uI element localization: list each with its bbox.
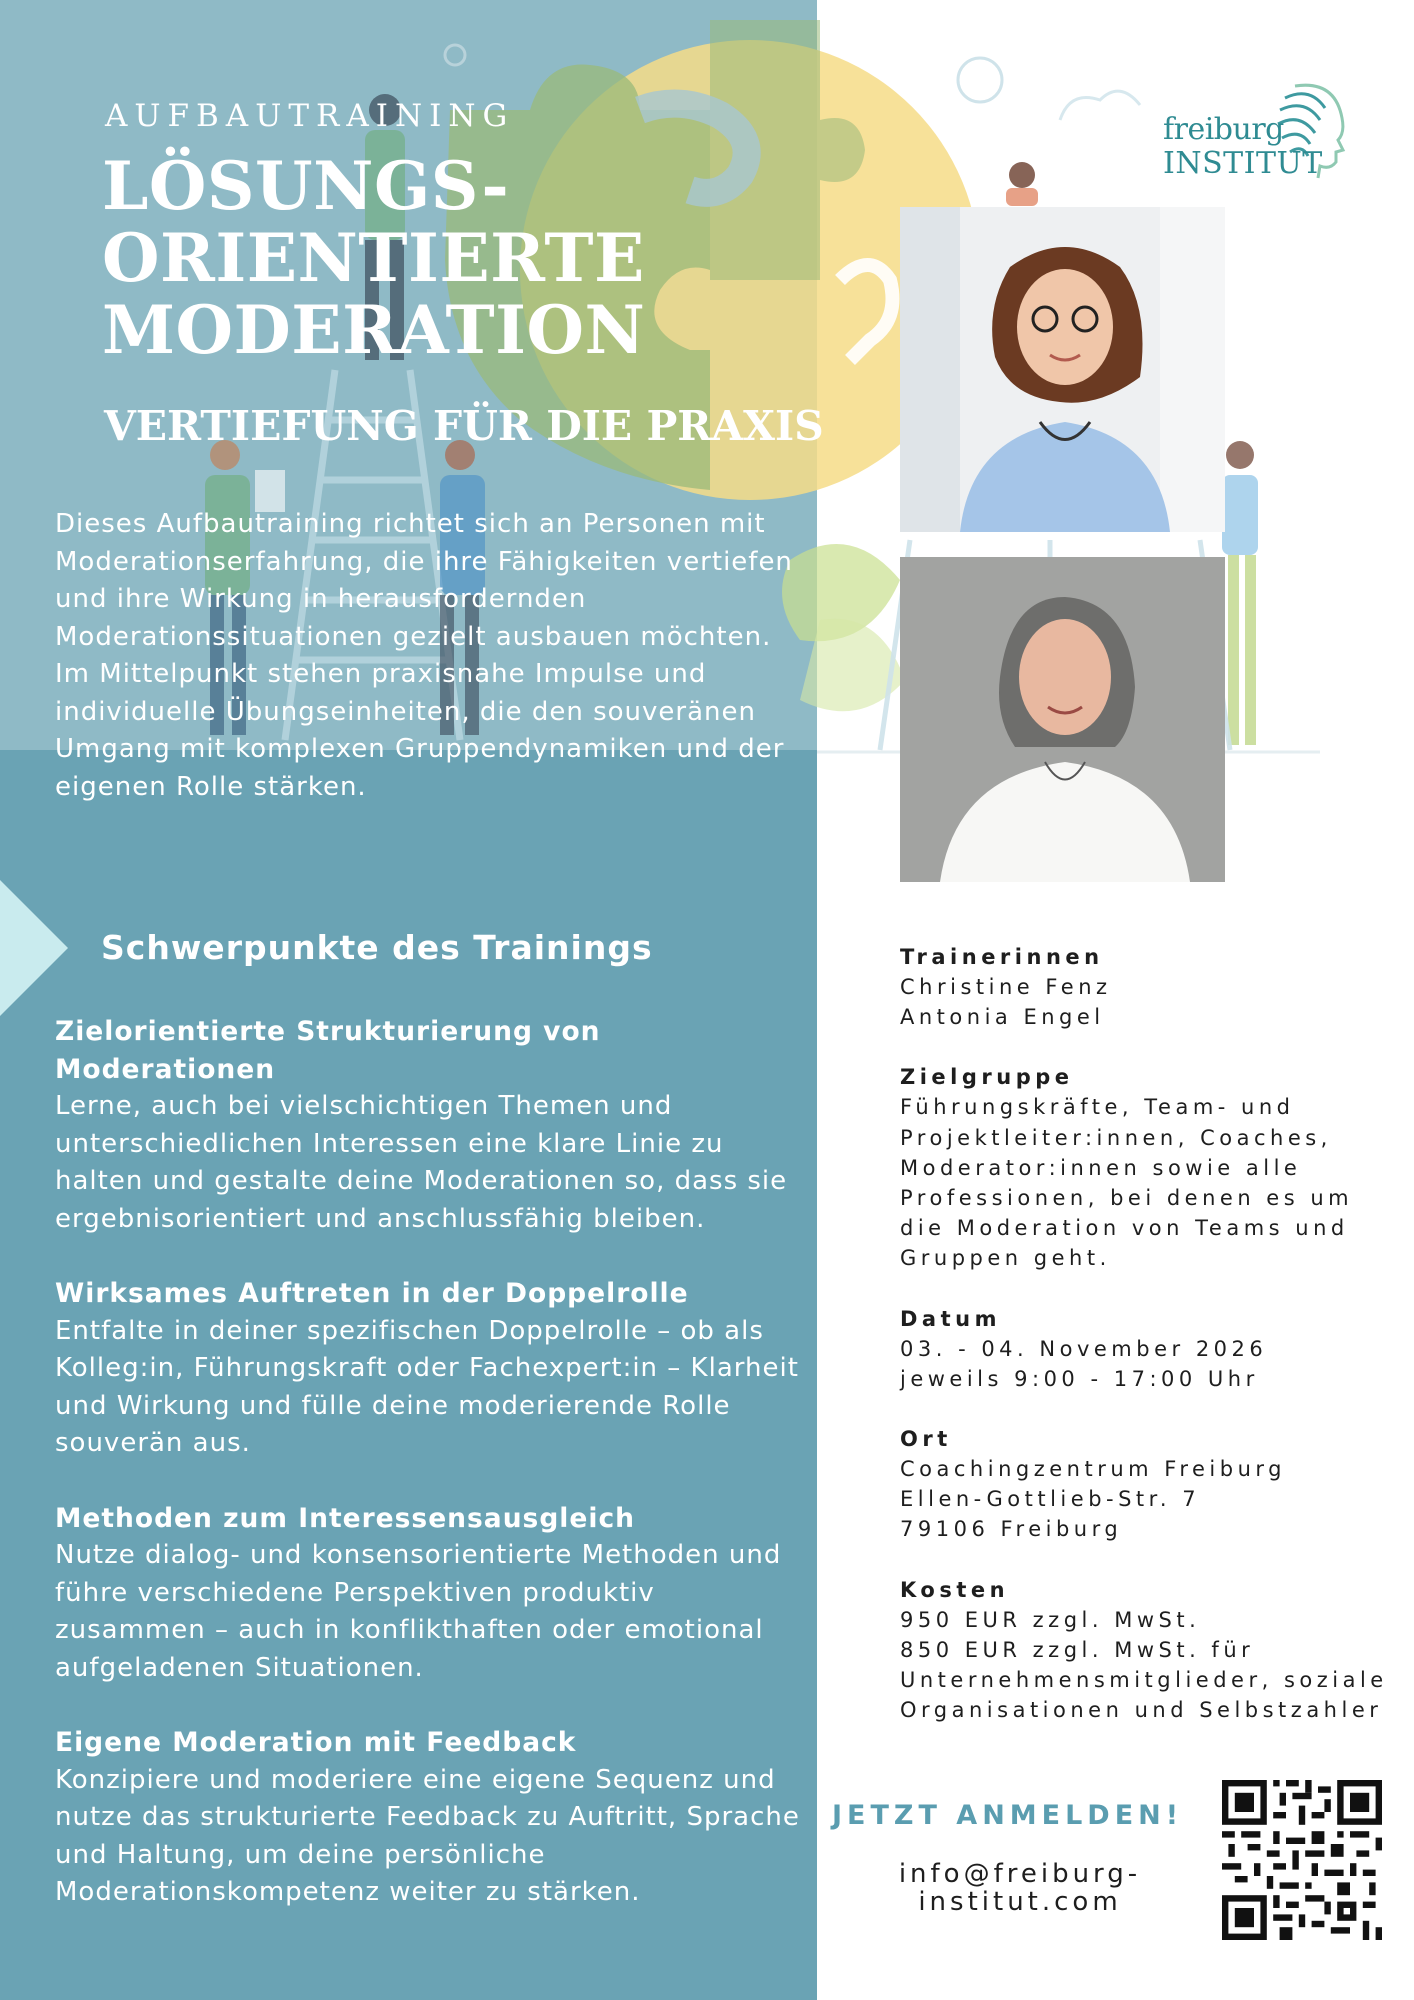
trainer-photo-image bbox=[900, 207, 1225, 532]
detail-date bbox=[900, 1304, 1400, 1394]
contact-email-link[interactable]: info@freiburg-institut.com bbox=[898, 1859, 1142, 1917]
trainer-photo bbox=[900, 557, 1225, 882]
intro-paragraph: Im Mittelpunkt stehen praxisnahe Impulse und individuelle Übungseinheiten, die den souveränen Umgang mit komplexen Gruppendynamiken und der eigenen Rolle stärken. bbox=[55, 659, 785, 802]
register-cta[interactable]: JETZT ANMELDEN! bbox=[832, 1800, 1184, 1831]
detail-value: Coachingzentrum Freiburg bbox=[900, 1457, 1286, 1482]
focus-list bbox=[55, 1013, 800, 1949]
detail-label: Kosten bbox=[900, 1577, 1010, 1602]
detail-label: Trainerinnen bbox=[900, 945, 1104, 969]
focus-item-text: Nutze dialog- und konsensorientierte Methoden und führe verschiedene Perspektiven produktiv zusammen – auch in konflikthaften oder emotional aufgeladenen Situationen. bbox=[55, 1540, 782, 1683]
logo bbox=[1160, 78, 1350, 188]
detail-value: Ellen-Gottlieb-Str. 7 bbox=[900, 1487, 1201, 1512]
detail-cost bbox=[900, 1575, 1400, 1726]
focus-item-heading: Zielorientierte Strukturierung von Moderationen bbox=[55, 1016, 601, 1085]
detail-label: Zielgruppe bbox=[900, 1065, 1074, 1090]
focus-item bbox=[55, 1275, 800, 1463]
page-title bbox=[102, 147, 782, 369]
bubble-shape bbox=[445, 45, 465, 65]
detail-value: 03. - 04. November 2026 bbox=[900, 1336, 1268, 1361]
detail-value: 79106 Freiburg bbox=[900, 1517, 1123, 1542]
logo-text-bottom: INSTITUT bbox=[1163, 146, 1323, 181]
section-title: Schwerpunkte des Trainings bbox=[101, 928, 653, 967]
detail-value: Antonia Engel bbox=[900, 1005, 1105, 1030]
detail-label: Datum bbox=[900, 1306, 1001, 1331]
focus-item-heading: Wirksames Auftreten in der Doppelrolle bbox=[55, 1278, 689, 1309]
focus-item bbox=[55, 1500, 800, 1688]
focus-item-text: Konzipiere und moderiere eine eigene Sequenz und nutze das strukturierte Feedback zu Auftritt, Sprache und Haltung, um deine persönliche Moderationskompetenz weiter zu stärken. bbox=[55, 1764, 800, 1907]
cloud-shape bbox=[1060, 91, 1140, 120]
eyebrow-label: AUFBAUTRAINING bbox=[105, 98, 515, 134]
title-line: LÖSUNGS- bbox=[102, 147, 510, 225]
focus-item-text: Lerne, auch bei vielschichtigen Themen und unterschiedlichen Interessen eine klare Linie zu halten und gestalte deine Moderationen so, dass sie ergebnisorientiert und anschlussfähig bleiben. bbox=[55, 1091, 788, 1234]
title-line: ORIENTIERTE bbox=[102, 219, 645, 297]
person-right-figure bbox=[1222, 441, 1258, 745]
detail-value: jeweils 9:00 - 17:00 Uhr bbox=[900, 1366, 1259, 1391]
detail-value: 950 EUR zzgl. MwSt. bbox=[900, 1607, 1201, 1632]
detail-audience bbox=[900, 1062, 1400, 1273]
person-top-figure bbox=[1006, 162, 1038, 206]
page-subtitle: VERTIEFUNG FÜR DIE PRAXIS bbox=[104, 402, 824, 450]
focus-item bbox=[55, 1724, 800, 1912]
focus-item-text: Entfalte in deiner spezifischen Doppelrolle – ob als Kolleg:in, Führungskraft oder Fachexpert:in – Klarheit und Wirkung und fülle deine moderierende Rolle souverän aus. bbox=[55, 1315, 799, 1458]
details-panel bbox=[900, 942, 1400, 1755]
detail-value: Christine Fenz bbox=[900, 975, 1112, 999]
detail-trainers bbox=[900, 942, 1400, 1032]
arrow-marker-icon bbox=[0, 880, 68, 1016]
detail-value: 850 EUR zzgl. MwSt. für Unternehmensmitglieder, soziale Organisationen und Selbstzahler bbox=[900, 1637, 1388, 1723]
detail-location bbox=[900, 1424, 1400, 1545]
intro-paragraph: Dieses Aufbautraining richtet sich an Personen mit Moderationserfahrung, die ihre Fähigkeiten vertiefen und ihre Wirkung in herausfordernden Moderationssituationen gezielt ausbauen möchten. bbox=[55, 509, 793, 652]
focus-item bbox=[55, 1013, 800, 1238]
detail-label: Ort bbox=[900, 1427, 952, 1452]
qr-code-icon[interactable] bbox=[1222, 1780, 1382, 1940]
trainer-photo bbox=[900, 207, 1225, 532]
trainer-photo-image bbox=[900, 557, 1225, 882]
focus-item-heading: Methoden zum Interessensausgleich bbox=[55, 1502, 636, 1534]
title-line: MODERATION bbox=[102, 291, 646, 369]
intro-text bbox=[55, 506, 795, 806]
focus-item-heading: Eigene Moderation mit Feedback bbox=[55, 1727, 577, 1758]
bubble-shape-2 bbox=[958, 58, 1002, 102]
logo-text-top: freiburg bbox=[1163, 112, 1284, 147]
detail-value: Führungskräfte, Team- und Projektleiter:innen, Coaches, Moderator:innen sowie alle Professionen, bei denen es um die Moderation von Teams und Gruppen geht. bbox=[900, 1095, 1354, 1271]
